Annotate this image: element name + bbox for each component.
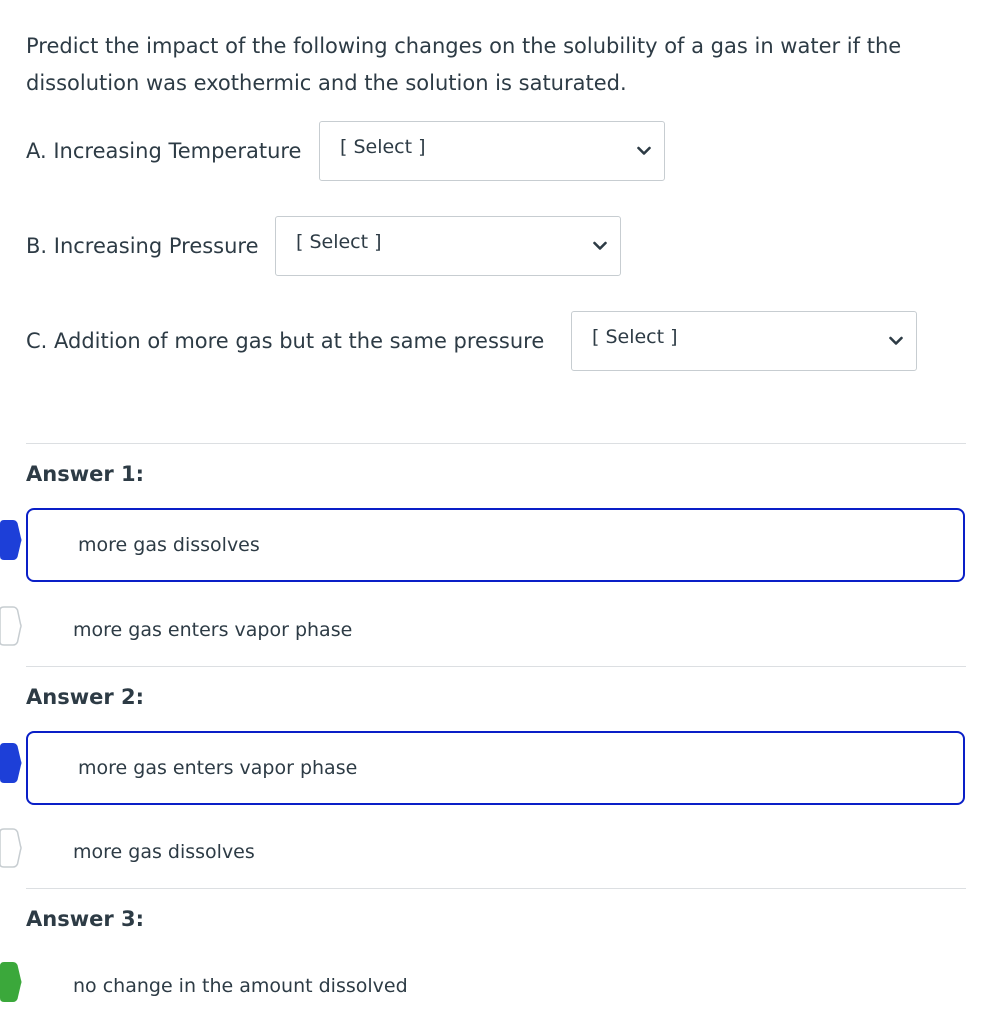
answer-1-heading: Answer 1: bbox=[26, 462, 145, 486]
answer-marker-icon bbox=[0, 828, 22, 868]
answer-2-option-1[interactable] bbox=[26, 731, 965, 805]
item-b-select[interactable] bbox=[275, 216, 621, 276]
answer-1-option-2[interactable] bbox=[26, 593, 965, 667]
item-b-select-value: [ Select ] bbox=[296, 231, 382, 253]
item-a-select[interactable] bbox=[319, 121, 665, 181]
divider bbox=[26, 666, 966, 667]
chevron-down-icon bbox=[592, 238, 608, 254]
item-c-label: C. Addition of more gas but at the same pressure bbox=[26, 329, 545, 353]
item-a-label: A. Increasing Temperature bbox=[26, 139, 302, 163]
answer-2-option-1-text: more gas enters vapor phase bbox=[78, 757, 358, 779]
answer-3-heading: Answer 3: bbox=[26, 907, 145, 931]
divider bbox=[26, 443, 966, 444]
answer-3-option-1-text: no change in the amount dissolved bbox=[73, 975, 408, 997]
answer-1-option-1-text: more gas dissolves bbox=[78, 534, 260, 556]
answer-marker-icon bbox=[0, 606, 22, 646]
divider bbox=[26, 888, 966, 889]
item-b-label: B. Increasing Pressure bbox=[26, 234, 259, 258]
answer-marker-icon bbox=[0, 962, 22, 1002]
answer-2-option-2[interactable] bbox=[26, 815, 965, 889]
answer-marker-icon bbox=[0, 743, 22, 783]
item-c-select[interactable] bbox=[571, 311, 917, 371]
answer-1-option-1[interactable] bbox=[26, 508, 965, 582]
answer-3-option-1[interactable] bbox=[26, 949, 965, 1023]
answer-1-option-2-text: more gas enters vapor phase bbox=[73, 619, 353, 641]
answer-2-option-2-text: more gas dissolves bbox=[73, 841, 255, 863]
chevron-down-icon bbox=[888, 333, 904, 349]
question-prompt: Predict the impact of the following changes on the solubility of a gas in water if the dissolution was exothermic and the solution is saturated. bbox=[26, 34, 902, 95]
item-a-select-value: [ Select ] bbox=[340, 136, 426, 158]
chevron-down-icon bbox=[636, 143, 652, 159]
answer-marker-icon bbox=[0, 520, 22, 560]
item-c-select-value: [ Select ] bbox=[592, 326, 678, 348]
item-c-row bbox=[26, 311, 918, 371]
item-a-row bbox=[26, 121, 666, 181]
item-b-row bbox=[26, 216, 622, 276]
answer-2-heading: Answer 2: bbox=[26, 685, 145, 709]
